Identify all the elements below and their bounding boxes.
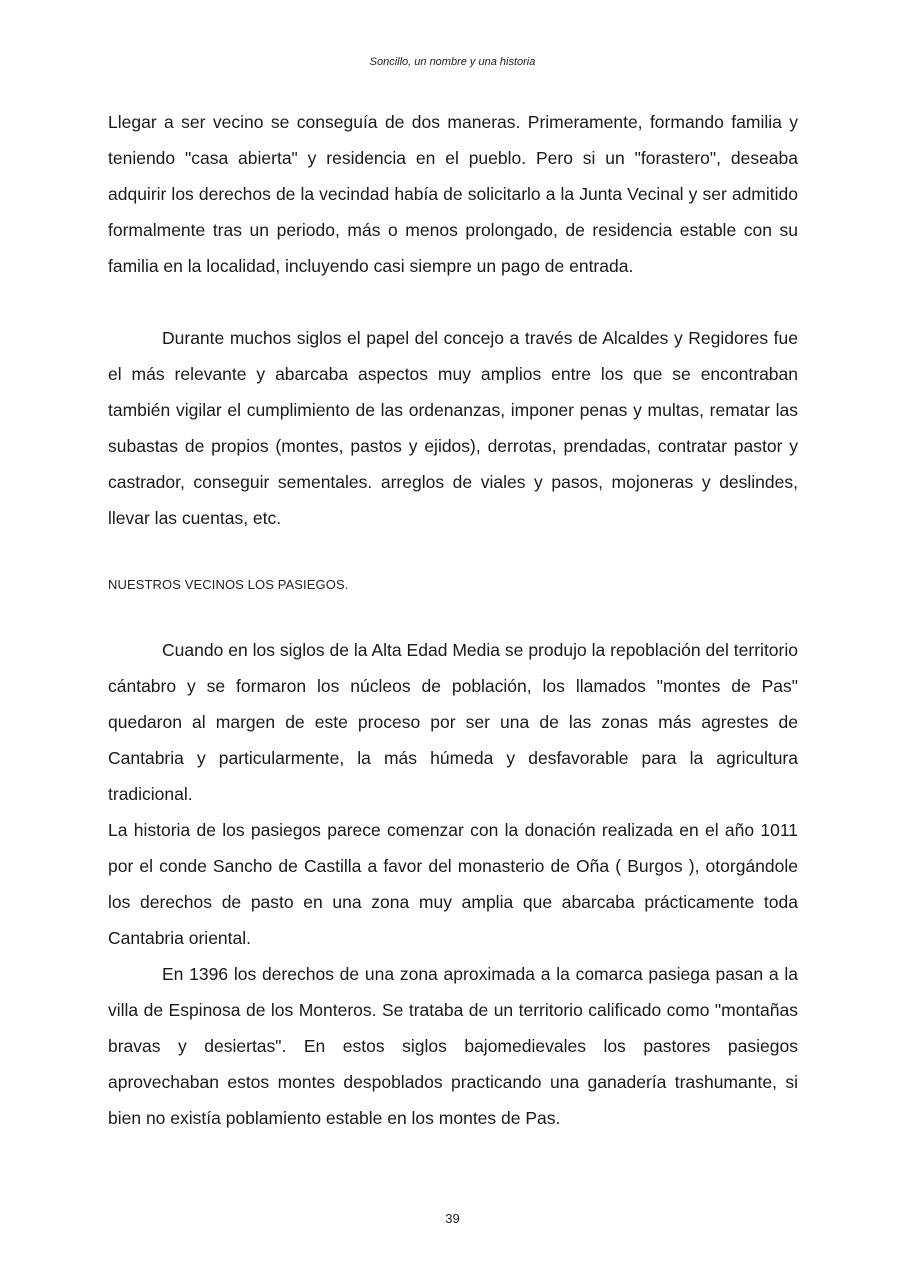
paragraph-repoblacion: Cuando en los siglos de la Alta Edad Media se produjo la repoblación del territorio cántabro y se formaron los núcleos de población, los llamados "montes de Pas" quedaron al margen de este proceso por ser una de las zonas más agrestes de Cantabria y particularmente, la más húmeda y desfavorable para la agricultura tradicional. [108,640,798,804]
page-number: 39 [445,1211,460,1226]
paragraph-concejo [108,320,798,536]
running-header: Soncillo, un nombre y una historia [369,56,536,68]
paragraph-espinosa: En 1396 los derechos de una zona aproximada a la comarca pasiega pasan a la villa de Espinosa de los Monteros. Se trataba de un territorio calificado como "montañas bravas y desiertas". En estos siglos bajomedievales los pastores pasiegos aprovechaban estos montes despoblados practicando una ganadería trashumante, si bien no existía poblamiento estable en los montes de Pas. [108,964,798,1128]
paragraph-historia-pasiegos: La historia de los pasiegos parece comenzar con la donación realizada en el año 1011 por el conde Sancho de Castilla a favor del monasterio de Oña ( Burgos ), otorgándole los derechos de pasto en una zona muy amplia que abarcaba prácticamente toda Cantabria oriental. [108,820,798,948]
section-body [108,632,798,1136]
paragraph-text: Durante muchos siglos el papel del concejo a través de Alcaldes y Regidores fue el más relevante y abarcaba aspectos muy amplios entre los que se encontraban también vigilar el cumplimiento de las ordenanzas, imponer penas y multas, rematar las subastas de propios (montes, pastos y ejidos), derrotas, prendadas, contratar pastor y castrador, conseguir sementales. arreglos de viales y pasos, mojoneras y deslindes, llevar las cuentas, etc. [108,328,798,528]
paragraph-vecindad [108,104,798,284]
paragraph-text: Llegar a ser vecino se conseguía de dos maneras. Primeramente, formando familia y teniendo "casa abierta" y residencia en el pueblo. Pero si un "forastero", deseaba adquirir los derechos de la vecindad había de solicitarlo a la Junta Vecinal y ser admitido formalmente tras un periodo, más o menos prolongado, de residencia estable con su familia en la localidad, incluyendo casi siempre un pago de entrada. [108,112,798,276]
section-heading: NUESTROS VECINOS LOS PASIEGOS. [108,577,349,592]
